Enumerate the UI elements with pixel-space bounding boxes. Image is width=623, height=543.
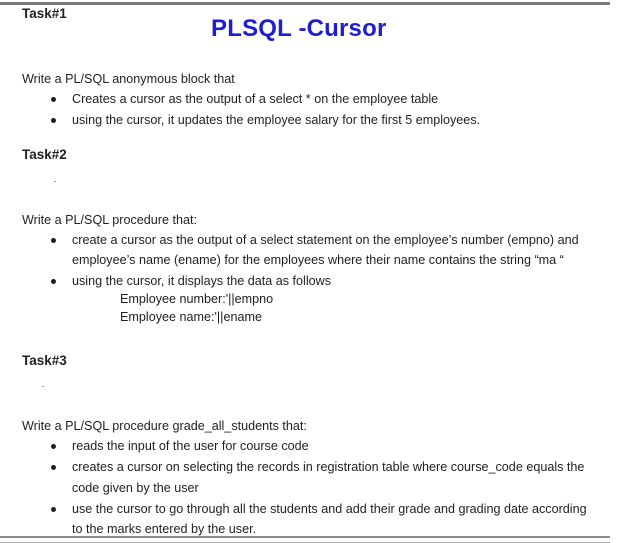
task3-bullet-3-dot — [51, 507, 56, 512]
task2-bullet-1-text-line1: create a cursor as the output of a select statement on the employee’s number (empno) and — [72, 233, 579, 247]
scan-speck — [42, 386, 44, 387]
task3-bullet-1-dot — [51, 444, 56, 449]
task3-bullet-2-text-line1: creates a cursor on selecting the records in registration table where course_code equals the — [72, 460, 585, 474]
task3-bullet-3-text-line1: use the cursor to go through all the students and add their grade and grading date according — [72, 502, 587, 516]
task3-bullet-3-text-line2: to the marks entered by the user. — [72, 522, 257, 536]
scan-speck — [54, 181, 56, 182]
task2-bullet-1-dot — [51, 238, 56, 243]
task3-bullet-2-dot — [51, 465, 56, 470]
top-rule — [0, 2, 610, 5]
task1-bullet-2-text: using the cursor, it updates the employee salary for the first 5 employees. — [72, 113, 481, 127]
task1-bullet-1-text: Creates a cursor as the output of a select * on the employee table — [72, 92, 439, 106]
task3-bullet-1-text: reads the input of the user for course code — [72, 439, 309, 453]
document-title: PLSQL -Cursor — [211, 15, 387, 42]
task2-bullet-2-text: using the cursor, it displays the data as follows — [72, 274, 332, 288]
task1-bullet-1-dot — [51, 97, 56, 102]
task2-code-line-2: Employee name:'||ename — [120, 310, 262, 324]
task2-intro: Write a PL/SQL procedure that: — [22, 213, 198, 227]
task2-bullet-2-dot — [51, 279, 56, 284]
task2-heading: Task#2 — [22, 147, 67, 162]
task1-heading: Task#1 — [22, 6, 67, 21]
task3-intro: Write a PL/SQL procedure grade_all_students that: — [22, 419, 307, 433]
task3-bullet-2-text-line2: code given by the user — [72, 481, 199, 495]
bottom-rule — [0, 536, 610, 543]
task2-code-line-1: Employee number:'||empno — [120, 292, 274, 306]
task1-intro: Write a PL/SQL anonymous block that — [22, 72, 235, 86]
task2-bullet-1-text-line2: employee’s name (ename) for the employees where their name contains the string “ma “ — [72, 253, 564, 267]
task1-bullet-2-dot — [51, 118, 56, 123]
task3-heading: Task#3 — [22, 353, 67, 368]
